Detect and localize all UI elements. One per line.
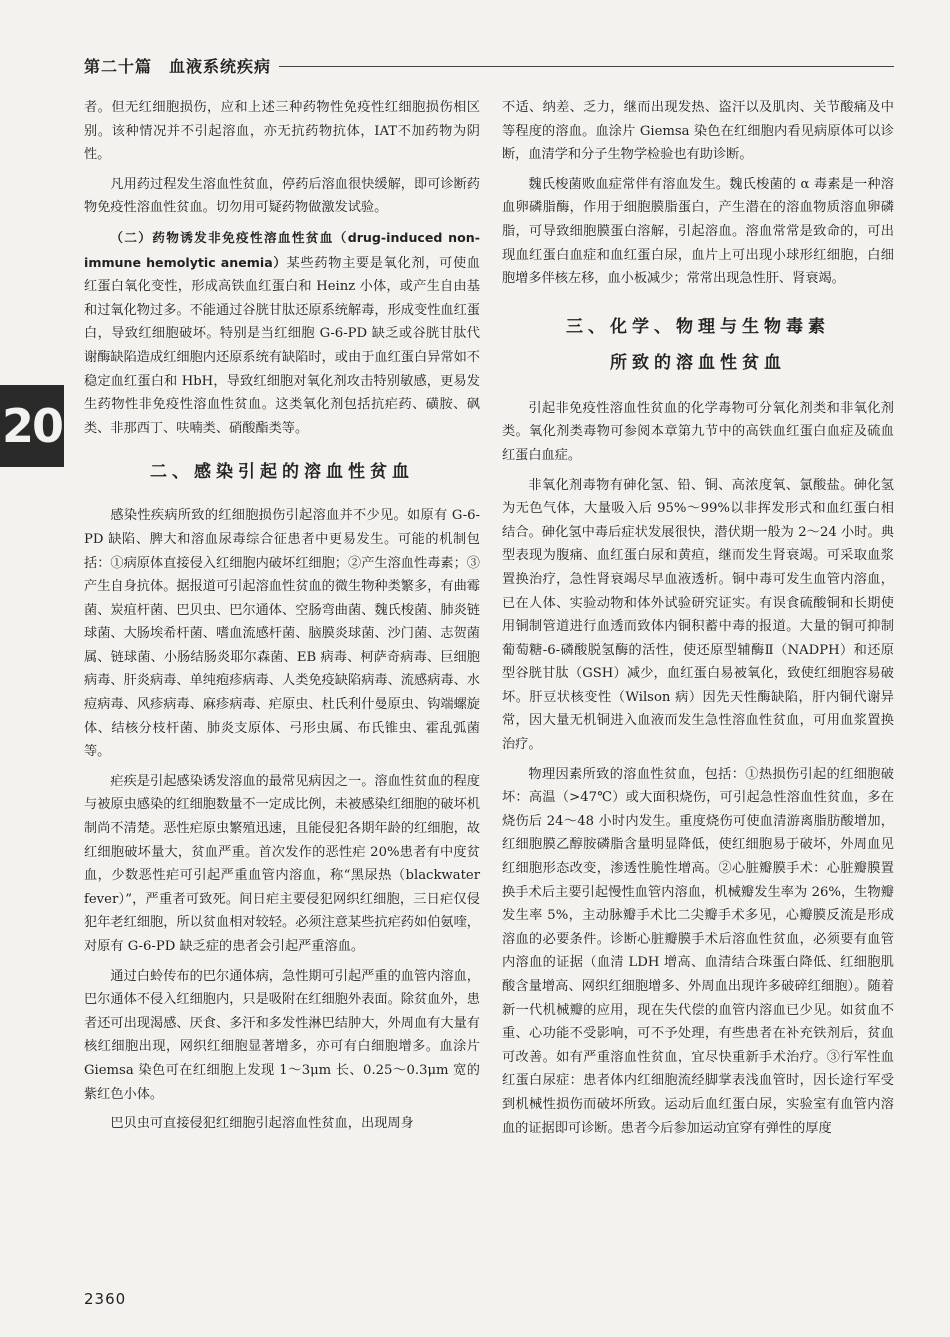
section-heading-block xyxy=(502,309,894,381)
paragraph: 巴贝虫可直接侵犯红细胞引起溶血性贫血，出现周身 xyxy=(110,1116,414,1132)
section-heading: 二、感染引起的溶血性贫血 xyxy=(150,462,414,483)
chapter-title: 第二十篇 血液系统疾病 xyxy=(84,56,272,76)
paragraph: 凡用药过程发生溶血性贫血，停药后溶血很快缓解，即可诊断药物免疫性溶血性贫血。切勿用可疑药物做激发试验。 xyxy=(84,176,480,216)
paragraph: 者。但无红细胞损伤，应和上述三种药物性免疫性红细胞损伤相区别。该种情况并不引起溶血，亦无抗药物抗体，IAT不加药物为阴性。 xyxy=(84,100,480,163)
paragraph: 感染性疾病所致的红细胞损伤引起溶血并不少见。如原有 G-6-PD 缺陷、脾大和溶血尿毒综合征患者中更易发生。可能的机制包括：①病原体直接侵入红细胞内破坏红细胞；②产生溶血性毒素；③产生自身抗体。据报道可引起溶血性贫血的微生物种类繁多，有曲霉菌、炭疽杆菌、巴贝虫、巴尔通体、空肠弯曲菌、魏氏梭菌、肺炎链球菌、大肠埃希杆菌、嗜血流感杆菌、脑膜炎球菌、沙门菌、志贺菌属、链球菌、小肠结肠炎耶尔森菌、EB 病毒、柯萨奇病毒、巨细胞病毒、肝炎病毒、单纯疱疹病毒、人类免疫缺陷病毒、流感病毒、水痘病毒、风疹病毒、麻疹病毒、疟原虫、杜氏利什曼原虫、钩端螺旋体、结核分枝杆菌、肺炎支原体、弓形虫属、布氏锥虫、霍乱弧菌等。 xyxy=(84,508,480,760)
paragraph: 疟疾是引起感染诱发溶血的最常见病因之一。溶血性贫血的程度与被原虫感染的红细胞数量不一定成比例，未被感染红细胞的破坏机制尚不清楚。恶性疟原虫繁殖迅速，且能侵犯各期年龄的红细胞，故红细胞破坏量大，贫血严重。首次发作的恶性疟 20%患者有中度贫血，少数恶性疟可引起严重血管内溶血，称“黑尿热（blackwater fever）”，严重者可致死。间日疟主要侵犯网织红细胞，三日疟仅侵犯年老红细胞，所以贫血相对较轻。必须注意某些抗疟药如伯氨喹，对原有 G-6-PD 缺乏症的患者会引起严重溶血。 xyxy=(84,773,480,954)
page-number: 2360 xyxy=(84,1290,127,1308)
running-header xyxy=(84,52,894,78)
paragraph: 引起非免疫性溶血性贫血的化学毒物可分氧化剂类和非氧化剂类。氧化剂类毒物可参阅本章第九节中的高铁血红蛋白血症及硫血红蛋白血症。 xyxy=(502,400,894,463)
paragraph xyxy=(84,226,480,440)
paragraph: 物理因素所致的溶血性贫血，包括：①热损伤引起的红细胞破坏：高温（>47℃）或大面积烧伤，可引起急性溶血性贫血，多在烧伤后 24～48 小时内发生。重度烧伤可使血清游离脂肪酸增加，红细胞膜乙醇胺磷脂含量明显降低，使红细胞易于破坏，外周血见红细胞形态改变，渗透性脆性增高。②心脏瓣膜手术：心脏瓣膜置换手术后主要引起慢性血管内溶血，机械瓣发生率为 26%，生物瓣发生率 5%，主动脉瓣手术比二尖瓣手术多见，心瓣膜反流是形成溶血的必要条件。诊断心脏瓣膜手术后溶血性贫血，必须要有血管内溶血的证据（血清 LDH 增高、血清结合珠蛋白降低、红细胞肌酸含量增高、网织红细胞增多、外周血出现许多破碎红细胞）。随着新一代机械瓣的应用，现在失代偿的血管内溶血已少见。如贫血不重、心功能不受影响，可不予处理，有些患者在补充铁剂后，贫血可改善。如有严重溶血性贫血，宜尽快重新手术治疗。③行军性血红蛋白尿症：患者体内红细胞流经脚掌表浅血管时，因长途行军受到机械性损伤而破坏所致。运动后血红蛋白尿，实验室有血管内溶血的证据即可诊断。患者今后参加运动宜穿有弹性的厚度 xyxy=(502,766,894,1136)
chapter-tab: 20 xyxy=(0,385,64,467)
section-heading: 三、化学、物理与生物毒素 xyxy=(566,316,830,337)
subsection-heading: （二）药物诱发非免疫性溶血性贫血（drug-induced non-immune hemolytic anemia） xyxy=(84,229,480,270)
left-column xyxy=(84,96,480,1142)
paragraph: 不适、纳差、乏力，继而出现发热、盗汗以及肌肉、关节酸痛及中等程度的溶血。血涂片 Giemsa 染色在红细胞内看见病原体可以诊断，血清学和分子生物学检验也有助诊断。 xyxy=(502,100,894,163)
paragraph-text: 某些药物主要是氧化剂，可使血红蛋白氧化变性，形成高铁血红蛋白和 Heinz 小体，或产生自由基和过氧化物过多。不能通过谷胱甘肽还原系统解毒，形成变性血红蛋白，导致红细胞破坏。特别是当红细胞 G-6-PD 缺乏或谷胱甘肽代谢酶缺陷造成红细胞内还原系统有缺陷时，或由于血红蛋白异常如不稳定血红蛋白和 HbH，导致红细胞对氧化剂攻击特别敏感，更易发生药物性非免疫性溶血性贫血。这类氧化剂包括抗疟药、磺胺、砜类、非那西丁、呋喃类、硝酸酯类等。 xyxy=(84,255,480,436)
section-heading: 所致的溶血性贫血 xyxy=(610,352,786,373)
paragraph: 魏氏梭菌败血症常伴有溶血发生。魏氏梭菌的 α 毒素是一种溶血卵磷脂酶，作用于细胞膜脂蛋白，产生潜在的溶血物质溶血卵磷脂，可导致细胞膜蛋白溶解，引起溶血。溶血常常是致命的，可出现血红蛋白血症和血红蛋白尿，血片上可出现小球形红细胞，白细胞增多伴核左移，血小板减少；常常出现急性肝、肾衰竭。 xyxy=(502,176,894,287)
header-rule xyxy=(279,66,894,67)
right-column xyxy=(502,96,894,1146)
paragraph: 非氧化剂毒物有砷化氢、铅、铜、高浓度氧、氯酸盐。砷化氢为无色气体，大量吸入后 95%～99%以非挥发形式和血红蛋白相结合。砷化氢中毒后症状发展很快，潜伏期一般为 2～24 小时。典型表现为腹痛、血红蛋白尿和黄疸，继而发生肾衰竭。可采取血浆置换治疗，急性肾衰竭尽早血液透析。铜中毒可发生血管内溶血，已在人体、实验动物和体外试验研究证实。有误食硫酸铜和长期使用铜制管道进行血透而致体内铜积蓄中毒的报道。大量的铜可抑制葡萄糖-6-磷酸脱氢酶的活性，使还原型辅酶Ⅱ（NADPH）和还原型谷胱甘肽（GSH）减少，血红蛋白易被氧化，致使红细胞容易破坏。肝豆状核变性（Wilson 病）因先天性酶缺陷，肝内铜代谢异常，因大量无机铜进入血液而发生急性溶血性贫血，可用血浆置换治疗。 xyxy=(502,477,894,753)
paragraph: 通过白蛉传布的巴尔通体病，急性期可引起严重的血管内溶血，巴尔通体不侵入红细胞内，只是吸附在红细胞外表面。除贫血外，患者还可出现渴感、厌食、多汗和多发性淋巴结肿大，外周血有大量有核红细胞出现，网织红细胞显著增多，亦可有白细胞增多。血涂片 Giemsa 染色可在红细胞上发现 1～3μm 长、0.25～0.3μm 宽的紫红色小体。 xyxy=(84,968,480,1102)
